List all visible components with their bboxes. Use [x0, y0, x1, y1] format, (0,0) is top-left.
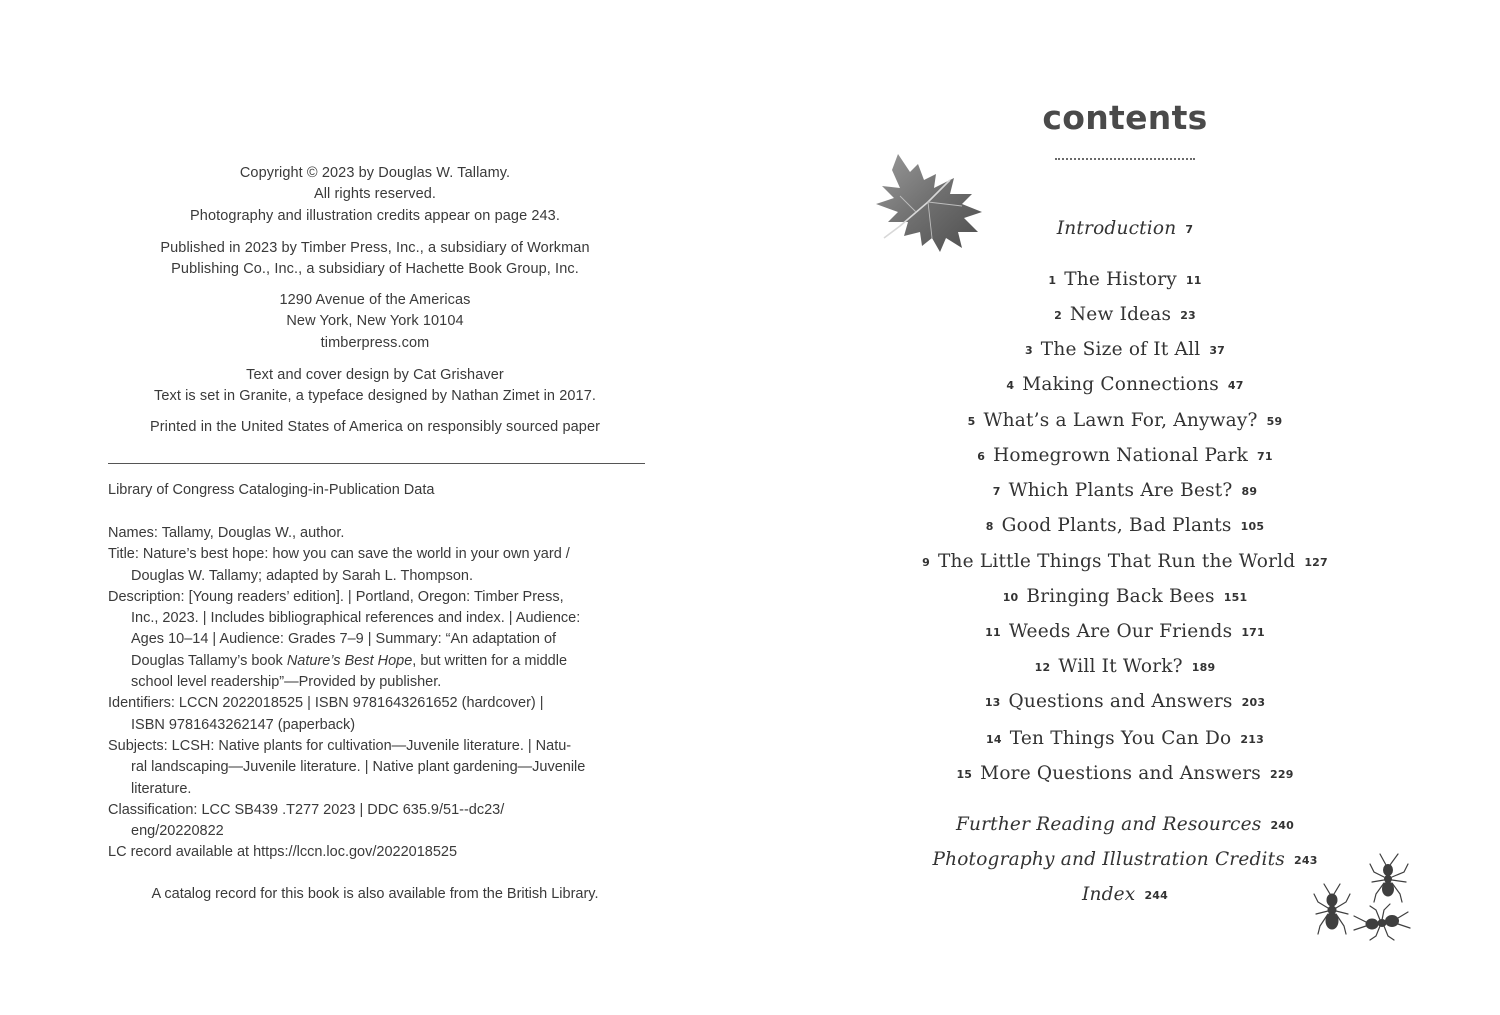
page-number: 189 [1191, 661, 1216, 674]
chapter-number: 12 [1034, 661, 1051, 674]
cip-entry [108, 736, 648, 800]
toc-entry [750, 728, 1500, 749]
chapter-title: Good Plants, Bad Plants [1001, 515, 1232, 536]
page-number: 47 [1227, 379, 1244, 392]
publisher-line: Publishing Co., Inc., a subsidiary of Hachette Book Group, Inc. [171, 261, 579, 278]
chapter-number: 13 [984, 696, 1001, 709]
toc-entry [750, 691, 1500, 712]
cip-line: Identifiers: LCCN 2022018525 | ISBN 9781643261652 (hardcover) | [108, 695, 544, 712]
address-block [105, 290, 645, 354]
chapter-number: 14 [986, 733, 1002, 746]
toc-entry [750, 551, 1500, 572]
toc-entry [750, 586, 1500, 607]
cip-line: LC record available at https://lccn.loc.gov/2022018525 [108, 844, 458, 861]
design-line: Text and cover design by Cat Grishaver [246, 367, 504, 383]
toc-entry [750, 814, 1500, 835]
cip-line: Subjects: LCSH: Native plants for cultivation—Juvenile literature. | Natu- [108, 737, 572, 754]
maple-leaf-icon [870, 150, 995, 255]
page-number: 11 [1185, 274, 1202, 287]
chapter-title: Which Plants Are Best? [1008, 480, 1233, 501]
page-number: 37 [1209, 344, 1226, 357]
page-number: 127 [1304, 556, 1328, 569]
toc-entry [750, 339, 1500, 360]
typeface-line: Text is set in Granite, a typeface designed by Nathan Zimet in 2017. [153, 388, 597, 405]
toc-entry [750, 374, 1500, 395]
credits-line: Photography and illustration credits appear on page 243. [190, 207, 560, 224]
copyright-page [105, 0, 645, 1015]
chapter-number: 5 [967, 415, 976, 428]
chapter-number: 11 [985, 626, 1001, 639]
chapter-number: 6 [977, 450, 986, 463]
page-number: 171 [1241, 626, 1265, 639]
toc-entry [750, 269, 1500, 290]
address-line: New York, New York 10104 [286, 313, 464, 330]
cip-line: Inc., 2023. | Includes bibliographical references and index. | Audience: [131, 610, 581, 627]
toc-entry [750, 656, 1500, 677]
chapter-number: 7 [992, 485, 1001, 498]
page-number: 244 [1144, 889, 1168, 902]
chapter-title: New Ideas [1069, 304, 1172, 325]
cip-entry [108, 693, 648, 736]
cip-line: Classification: LCC SB439 .T277 2023 | DDC 635.9/51--dc23/ [108, 801, 505, 818]
ants-icon [1310, 842, 1430, 946]
page-number: 151 [1223, 591, 1248, 604]
cip-line: Names: Tallamy, Douglas W., author. [108, 525, 345, 541]
chapter-title: Homegrown National Park [993, 445, 1249, 466]
cip-data-list [108, 523, 648, 864]
chapter-title: Making Connections [1022, 374, 1219, 395]
design-credits-block [105, 365, 645, 408]
chapter-title: Questions and Answers [1008, 691, 1233, 712]
page-number: 243 [1293, 854, 1318, 867]
chapter-title: The Size of It All [1040, 339, 1201, 360]
cip-heading: Library of Congress Cataloging-in-Publication Data [108, 482, 435, 498]
chapter-number: 1 [1048, 274, 1057, 287]
cip-entry [108, 587, 648, 693]
cip-line: Douglas W. Tallamy; adapted by Sarah L. Thompson. [131, 567, 474, 584]
page-number: 59 [1266, 415, 1283, 428]
publisher-block [105, 238, 645, 281]
page-number: 203 [1241, 696, 1266, 709]
cip-line: Ages 10–14 | Audience: Grades 7–9 | Summary: “An adaptation of [131, 631, 557, 648]
cip-line: Douglas Tallamy’s book Nature’s Best Hope, but written for a middle [131, 652, 568, 669]
page-number: 229 [1269, 768, 1294, 781]
cip-entry [108, 523, 648, 544]
chapter-title: Further Reading and Resources [955, 814, 1262, 835]
chapter-number: 3 [1024, 344, 1033, 357]
page-number: 105 [1240, 520, 1265, 533]
contents-page [750, 0, 1500, 1015]
toc-entry [750, 763, 1500, 784]
page-title: contents [1042, 98, 1208, 137]
cip-line: ral landscaping—Juvenile literature. | Native plant gardening—Juvenile [131, 759, 586, 776]
website-line: timberpress.com [320, 334, 430, 351]
cip-line: literature. [131, 780, 192, 797]
chapter-title: Index [1081, 884, 1136, 905]
cip-entry [108, 800, 648, 843]
cip-line: ISBN 9781643262147 (paperback) [131, 716, 356, 733]
publisher-line: Published in 2023 by Timber Press, Inc., a subsidiary of Workman [160, 240, 590, 256]
chapter-number: 4 [1006, 379, 1015, 392]
chapter-title: More Questions and Answers [980, 763, 1261, 784]
chapter-title: Weeds Are Our Friends [1008, 621, 1233, 642]
chapter-title: Bringing Back Bees [1026, 586, 1215, 607]
page-number: 240 [1270, 819, 1295, 832]
cip-line: eng/20220822 [131, 823, 224, 840]
printed-block [105, 417, 645, 438]
chapter-title: Ten Things You Can Do [1009, 728, 1232, 749]
catalog-note: A catalog record for this book is also available from the British Library. [151, 886, 599, 902]
page-number: 71 [1257, 450, 1273, 463]
chapter-number: 9 [922, 556, 930, 569]
chapter-title: Will It Work? [1058, 656, 1183, 677]
chapter-number: 10 [1002, 591, 1019, 604]
book-title: Nature’s Best Hope [286, 652, 413, 669]
chapter-number: 2 [1054, 309, 1062, 322]
chapter-title: What’s a Lawn For, Anyway? [983, 410, 1258, 431]
divider [108, 463, 645, 464]
cip-entry [108, 842, 648, 863]
toc-entry [750, 410, 1500, 431]
chapter-title: The History [1064, 269, 1177, 290]
dotted-divider [1055, 158, 1195, 160]
cip-line: Title: Nature’s best hope: how you can save the world in your own yard / [108, 546, 570, 563]
chapter-title: Photography and Illustration Credits [932, 849, 1285, 870]
toc-entry [750, 304, 1500, 325]
page-number: 23 [1180, 309, 1196, 322]
page-number: 7 [1185, 223, 1194, 236]
cip-entry [108, 544, 648, 587]
chapter-number: 8 [985, 520, 994, 533]
toc-entry [750, 515, 1500, 536]
toc-entry [750, 445, 1500, 466]
toc-entry [750, 218, 1500, 239]
chapter-title: Introduction [1056, 218, 1177, 239]
cip-line: school level readership”—Provided by publisher. [131, 674, 442, 691]
rights-line: All rights reserved. [313, 186, 437, 203]
copyright-block [105, 163, 645, 227]
toc-entry [750, 621, 1500, 642]
chapter-title: The Little Things That Run the World [937, 551, 1296, 572]
chapter-number: 15 [956, 768, 973, 781]
cip-line: Description: [Young readers’ edition]. | Portland, Oregon: Timber Press, [108, 588, 564, 605]
printed-line: Printed in the United States of America on responsibly sourced paper [149, 419, 601, 435]
page-number: 213 [1240, 733, 1264, 746]
copyright-line: Copyright © 2023 by Douglas W. Tallamy. [239, 165, 511, 181]
address-line: 1290 Avenue of the Americas [279, 292, 471, 308]
page-number: 89 [1241, 485, 1258, 498]
toc-entry [750, 480, 1500, 501]
